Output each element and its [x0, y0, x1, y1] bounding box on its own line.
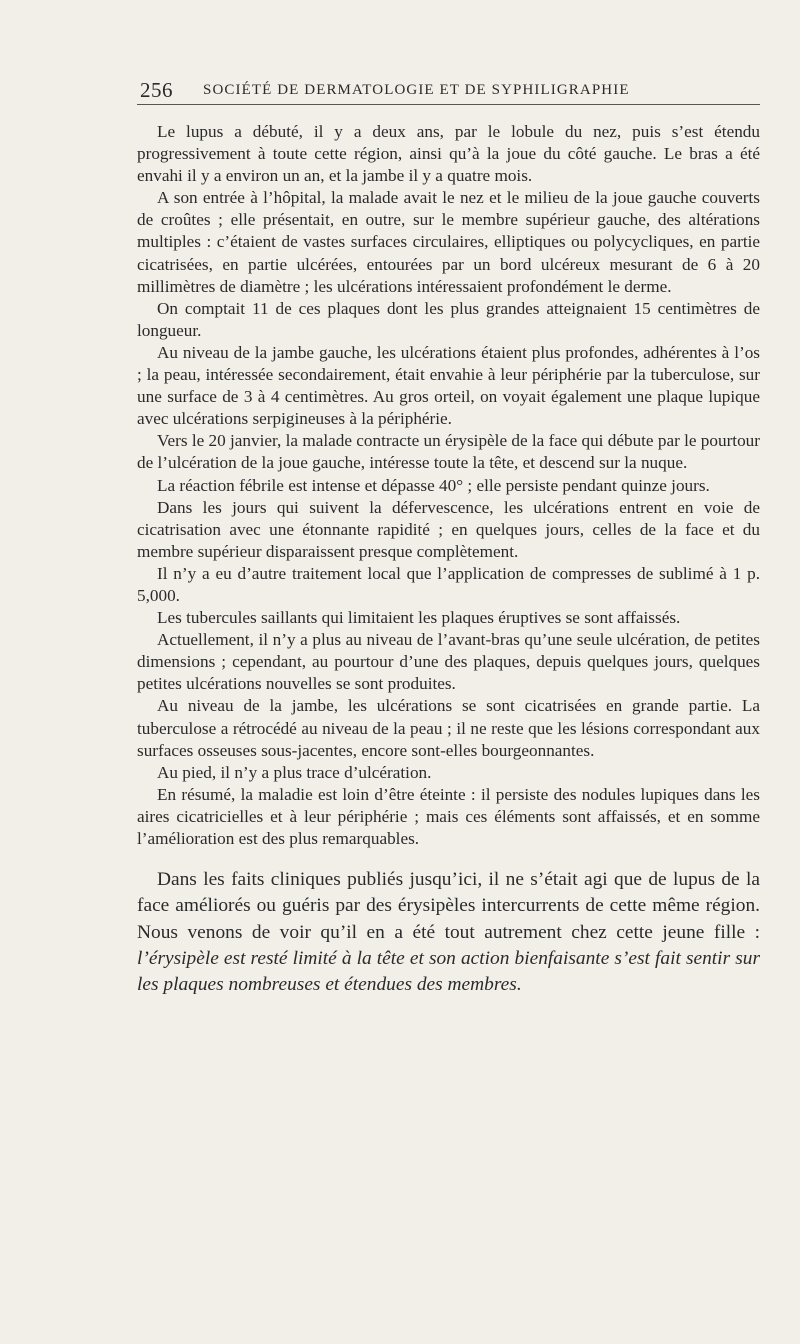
paragraph: Actuellement, il n’y a plus au niveau de l’avant-bras qu’une seule ulcération, de petites dimensions ; cependant, au pourtour d’une des plaques, depuis quelques jours, quelques petites ulcérations nouvelles se sont produites.	[137, 630, 760, 694]
observation-text	[137, 121, 760, 850]
paragraph: Les tubercules saillants qui limitaient les plaques éruptives se sont affaissés.	[157, 608, 681, 628]
paragraph: Dans les jours qui suivent la défervescence, les ulcérations entrent en voie de cicatrisation avec une étonnante rapidité ; en quelques jours, celles de la face et du membre supérieur disparaissent presque complètement.	[137, 497, 760, 561]
paragraph: La réaction fébrile est intense et dépasse 40° ; elle persiste pendant quinze jours.	[157, 475, 710, 495]
paragraph: On comptait 11 de ces plaques dont les plus grandes atteignaient 15 centimètres de longueur.	[137, 298, 760, 340]
running-title: SOCIÉTÉ DE DERMATOLOGIE ET DE SYPHILIGRAPHIE	[203, 82, 630, 98]
page-content	[137, 76, 760, 998]
conclusion-text	[137, 867, 760, 998]
paragraph: Au niveau de la jambe, les ulcérations se sont cicatrisées en grande partie. La tuberculose a rétrocédé au niveau de la peau ; il ne reste que les lésions correspondant aux surfaces osseuses sous-jacentes, encore sont-elles bourgeonnantes.	[137, 696, 760, 760]
paragraph: Vers le 20 janvier, la malade contracte un érysipèle de la face qui débute par le pourtour de l’ulcération de la joue gauche, intéresse toute la tête, et descend sur la nuque.	[137, 431, 760, 473]
paragraph: Au niveau de la jambe gauche, les ulcérations étaient plus profondes, adhérentes à l’os ; la peau, intéressée secondairement, était envahie à leur périphérie par la tuberculose, sur une surface de 3 à 4 centimètres. Au gros orteil, on voyait également une plaque lupique avec ulcérations serpigineuses à la périphérie.	[137, 342, 760, 429]
paragraph: Au pied, il n’y a plus trace d’ulcération.	[157, 762, 432, 782]
conclusion-italic: l’érysipèle est resté limité à la tête et son action bienfaisante s’est fait sentir sur les plaques nombreuses et étendues des membres.	[137, 947, 760, 995]
paragraph: Il n’y a eu d’autre traitement local que l’application de compresses de sublimé à 1 p. 5,000.	[137, 563, 760, 605]
conclusion-paragraph	[137, 867, 760, 998]
paragraph: En résumé, la maladie est loin d’être éteinte : il persiste des nodules lupiques dans les aires cicatricielles et à leur périphérie ; mais ces éléments sont affaissés, et en somme l’amélioration est des plus remarquables.	[137, 784, 760, 848]
paragraph: A son entrée à l’hôpital, la malade avait le nez et le milieu de la joue gauche couverts de croûtes ; elle présentait, en outre, sur le membre supérieur gauche, des altérations multiples : c’étaient de vastes surfaces circulaires, elliptiques ou polycycliques, en partie cicatrisées, en partie ulcérées, entourées par un bord ulcéreux mesurant de 6 à 20 millimètres de diamètre ; les ulcérations intéressaient profondément le derme.	[137, 188, 760, 296]
paragraph: Le lupus a débuté, il y a deux ans, par le lobule du nez, puis s’est étendu progressivement à toute cette région, ainsi qu’à la joue du côté gauche. Le bras a été envahi il y a environ un an, et la jambe il y a quatre mois.	[137, 122, 760, 186]
running-header	[137, 76, 760, 105]
page-number: 256	[140, 78, 173, 102]
conclusion-roman: Dans les faits cliniques publiés jusqu’ici, il ne s’était agi que de lupus de la face améliorés ou guéris par des érysipèles intercurrents de cette même région. Nous venons de voir qu’il en a été tout autrement chez cette jeune fille :	[137, 869, 760, 943]
